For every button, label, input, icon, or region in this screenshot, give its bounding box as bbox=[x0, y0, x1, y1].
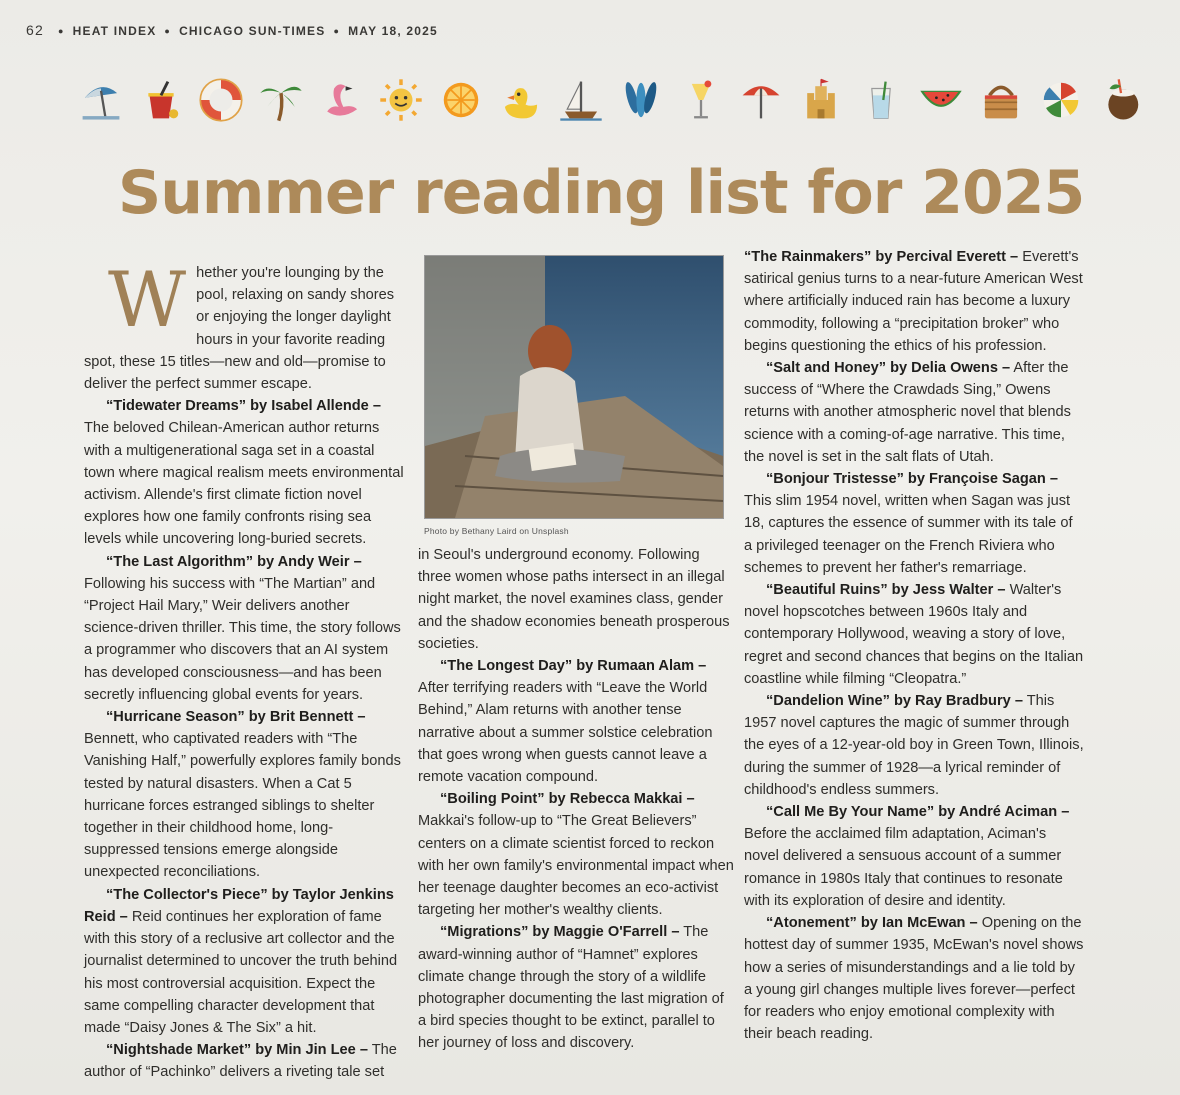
reading-photo bbox=[424, 255, 724, 519]
sand-bucket-icon bbox=[138, 71, 184, 129]
book-entry bbox=[84, 884, 406, 1039]
book-description: This 1957 novel captures the magic of summer through the eyes of a 12-year-old boy in Green Town, Illinois, during the summer of 1928—a lyrical reminder of childhood's endless summers. bbox=[744, 693, 1084, 798]
book-entry bbox=[744, 912, 1084, 1045]
book-entry bbox=[744, 246, 1084, 357]
book-title: “Atonement” by Ian McEwan – bbox=[766, 915, 978, 932]
book-description: The beloved Chilean-American author returns with a multigenerational saga set in a coastal town where magical realism meets environmental activism. Allende's first climate fiction novel explores how one family confronts rising sea levels while uncovering long-buried secrets. bbox=[84, 420, 404, 548]
book-description: The author of “Pachinko” delivers a riveting tale set bbox=[84, 1042, 397, 1081]
sandcastle-icon bbox=[798, 71, 844, 129]
page-number: 62 bbox=[26, 22, 44, 38]
book-title: “Bonjour Tristesse” by Françoise Sagan – bbox=[766, 471, 1058, 488]
book-title: “The Rainmakers” by Percival Everett – bbox=[744, 249, 1019, 265]
book-description: Makkai's follow-up to “The Great Believers” centers on a climate scientist forced to reckon with her own family's environmental impact when her teenage daughter becomes an eco-activist targeting her mother's wealthy clients. bbox=[418, 813, 734, 919]
book-entry bbox=[418, 788, 736, 921]
beach-umbrella-icon bbox=[78, 71, 124, 129]
book-entry bbox=[84, 706, 406, 884]
rubber-duck-icon bbox=[498, 71, 544, 129]
section-name: HEAT INDEX bbox=[72, 24, 157, 38]
book-entry bbox=[418, 655, 736, 788]
red-beach-umbrella-icon bbox=[738, 71, 784, 129]
sun-icon bbox=[378, 71, 424, 129]
book-entry bbox=[744, 357, 1084, 468]
surfboards-icon bbox=[618, 71, 664, 129]
book-description: Following his success with “The Martian” and “Project Hail Mary,” Weir delivers another science-driven thriller. This time, the story follows a programmer who discovers that an AI system has developed consciousness—and has been secretly influencing global events for years. bbox=[84, 575, 401, 703]
book-title: “The Last Algorithm” by Andy Weir – bbox=[106, 553, 362, 570]
book-title: “Dandelion Wine” by Ray Bradbury – bbox=[766, 693, 1023, 710]
drop-cap: W bbox=[108, 255, 187, 344]
book-entry bbox=[744, 690, 1084, 801]
cocktail-icon bbox=[678, 71, 724, 129]
book-description: Reid continues her exploration of fame with this story of a reclusive art collector and the journalist determined to uncover the truth behind his most controversial acquisition. Expect the same compelling character development that made “Daisy Jones & The Six” a hit. bbox=[84, 908, 398, 1036]
book-title: “Salt and Honey” by Delia Owens – bbox=[766, 360, 1011, 377]
book-title: “Beautiful Ruins” by Jess Walter – bbox=[766, 582, 1006, 599]
sailboat-icon bbox=[558, 71, 604, 129]
palm-tree-icon bbox=[258, 71, 304, 129]
article-column-1 bbox=[84, 255, 406, 1084]
intro-text: hether you're lounging by the pool, relaxing on sandy shores or enjoying the longer daylight hours in your favorite reading spot, these 15 titles—new and old—promise to deliver the perfect summer escape. bbox=[84, 265, 395, 393]
book-description: Bennett, who captivated readers with “The Vanishing Half,” powerfully explores family bonds tested by natural disasters. When a Cat 5 hurricane forces estranged siblings to shelter together in their childhood home, long-suppressed tensions emerge alongside unexpected reconciliations. bbox=[84, 731, 401, 881]
life-ring-icon bbox=[198, 71, 244, 129]
lemonade-glass-icon bbox=[858, 71, 904, 129]
book-entry-continued bbox=[418, 544, 736, 655]
book-entry bbox=[84, 395, 406, 550]
book-entry bbox=[744, 468, 1084, 579]
book-title: “Call Me By Your Name” by André Aciman – bbox=[766, 804, 1070, 821]
issue-date: MAY 18, 2025 bbox=[348, 24, 438, 38]
book-description: Opening on the hottest day of summer 1935, McEwan's novel shows how a series of misunderstandings and a lie told by a young girl changes multiple lives forever—perfect for readers who enjoy emotional complexity with their beach reading. bbox=[744, 915, 1084, 1043]
intro-paragraph bbox=[84, 255, 406, 395]
picnic-basket-icon bbox=[978, 71, 1024, 129]
book-description: The award-winning author of “Hamnet” explores climate change through the story of a wildlife photographer documenting the last migration of a bird species thought to be extinct, parallel to her journey of loss and discovery. bbox=[418, 924, 724, 1052]
book-description: Before the acclaimed film adaptation, Aciman's novel delivered a sensuous account of a summer romance in 1980s Italy that continues to resonate with its exploration of desire and identity. bbox=[744, 826, 1063, 909]
book-title: “Nightshade Market” by Min Jin Lee – bbox=[106, 1042, 368, 1059]
book-entry bbox=[84, 551, 406, 706]
book-title: “Tidewater Dreams” by Isabel Allende – bbox=[106, 398, 381, 415]
watermelon-icon bbox=[918, 71, 964, 129]
book-title: “Hurricane Season” by Brit Bennett – bbox=[106, 709, 366, 726]
book-entry bbox=[84, 1039, 406, 1083]
book-title: “Boiling Point” by Rebecca Makkai – bbox=[440, 791, 695, 808]
book-description: After terrifying readers with “Leave the World Behind,” Alam returns with another tense narrative about a summer solstice celebration that goes wrong when guests cannot leave a remote vacation compound. bbox=[418, 680, 713, 786]
folio-line: 62 ● HEAT INDEX ● CHICAGO SUN-TIMES ● MAY 18, 2025 bbox=[26, 22, 438, 38]
flamingo-float-icon bbox=[318, 71, 364, 129]
book-entry bbox=[744, 801, 1084, 912]
newspaper-name: CHICAGO SUN-TIMES bbox=[179, 24, 326, 38]
book-description: This slim 1954 novel, written when Sagan was just 18, captures the essence of summer with its tale of a privileged teenager on the French Riviera who schemes to prevent her father's remarriage. bbox=[744, 493, 1073, 576]
book-title: “The Longest Day” by Rumaan Alam – bbox=[440, 658, 707, 675]
book-title: “The Collector's Piece” by Taylor Jenkins Reid – bbox=[84, 886, 394, 925]
article-column-2 bbox=[418, 544, 736, 1055]
article-column-3 bbox=[744, 246, 1084, 1045]
book-entry bbox=[418, 921, 736, 1054]
book-description: After the success of “Where the Crawdads Sing,” Owens returns with another atmospheric novel that blends science with a coming-of-age narrative. This time, the novel is set in the salt flats of Utah. bbox=[744, 360, 1071, 465]
book-description: Everett's satirical genius turns to a near-future American West where artificially induced rain has become a luxury commodity, following a “precipitation broker” who begins questioning the ethics of his profession. bbox=[744, 249, 1083, 354]
coconut-drink-icon bbox=[1098, 71, 1144, 129]
book-description: in Seoul's underground economy. Following three women whose paths intersect in an illegal night market, the novel examines class, gender and the shadow economies beneath prosperous societies. bbox=[418, 547, 730, 652]
book-title: “Migrations” by Maggie O'Farrell – bbox=[440, 924, 680, 941]
headline: Summer reading list for 2025 bbox=[118, 158, 1085, 228]
orange-slice-icon bbox=[438, 71, 484, 129]
beach-ball-icon bbox=[1038, 71, 1084, 129]
book-description: Walter's novel hopscotches between 1960s Italy and contemporary Hollywood, weaving a story of love, regret and second chances that begins on the Italian coastline while filming “Cleopatra.” bbox=[744, 582, 1084, 687]
summer-icon-strip bbox=[78, 68, 1088, 132]
book-entry bbox=[744, 579, 1084, 690]
photo-caption: Photo by Bethany Laird on Unsplash bbox=[424, 526, 569, 536]
